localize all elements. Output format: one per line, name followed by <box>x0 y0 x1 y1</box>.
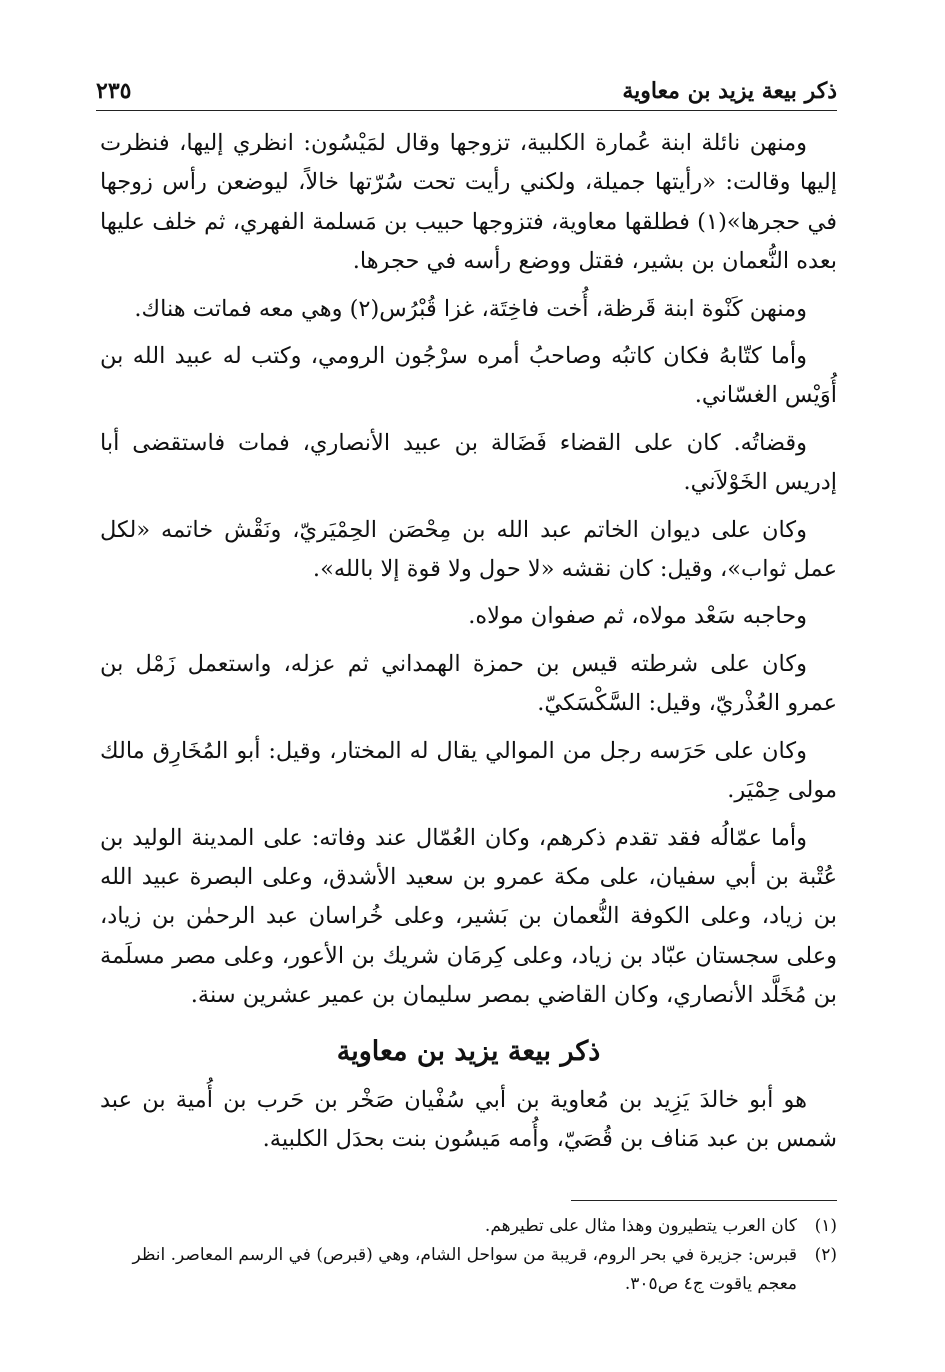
footnote-text: قبرس: جزيرة في بحر الروم، قريبة من سواحل الشام، وهي (قبرص) في الرسم المعاصر. انظر معجم ياقوت ج٤ ص٣٠٥. <box>132 1245 797 1294</box>
footnote <box>100 1212 837 1241</box>
paragraph: وأما عمّالُه فقد تقدم ذكرهم، وكان العُمّال عند وفاته: على المدينة الوليد بن عُتْبة بن أبي سفيان، على مكة عمرو بن سعيد الأشدق، وعلى البصرة عبيد الله بن زياد، وعلى الكوفة النُّعمان بن بَشير، وعلى خُراسان عبد الرحمٰن بن زياد، وعلى سجستان عبّاد بن زياد، وعلى كِرمَان شريك بن الأعور، وعلى مصر مسلَمة بن مُخَلَّد الأنصاري، وكان القاضي بمصر سليمان بن عمير عشرين سنة. <box>100 824 837 1009</box>
footnote-separator <box>571 1200 837 1201</box>
section-title: ذكر بيعة يزيد بن معاوية <box>336 1035 601 1067</box>
paragraph: وكان على ديوان الخاتم عبد الله بن مِحْصَن الحِمْيَريّ، ونَقْش خاتمه «لكل عمل ثواب»، وقيل: كان نقشه «لا حول ولا قوة إلا بالله». <box>100 516 837 583</box>
footnotes <box>100 1212 837 1299</box>
page-header <box>96 70 837 111</box>
main-text <box>100 124 837 1167</box>
page-number: ٢٣٥ <box>96 78 132 104</box>
paragraph: وكان على شرطته قيس بن حمزة الهمداني ثم عزله، واستعمل زَمْل بن عمرو العُذْريّ، وقيل: السَّكْسَكيّ. <box>100 650 837 717</box>
paragraph: ومنهن نائلة ابنة عُمارة الكلبية، تزوجها وقال لمَيْسُون: انظري إليها، فنظرت إليها وقالت: «رأيتها جميلة، ولكني رأيت تحت سُرّتها خالاً، ليوضعن رأس زوجها في حجرها»(١) فطلقها معاوية، فتزوجها حبيب بن مَسلمة الفهري، ثم خلف عليها بعده النُّعمان بن بشير، فقتل ووضع رأسه في حجرها. <box>100 130 838 275</box>
paragraph: وقضاتُه. كان على القضاء فَضَالة بن عبيد الأنصاري، فمات فاستقضى أبا إدريس الخَوْلاَني. <box>100 429 837 496</box>
footnote-mark: (٢) <box>814 1245 837 1265</box>
footnote-mark: (١) <box>814 1216 837 1236</box>
footnote-text: كان العرب يتطيرون وهذا مثال على تطيرهم. <box>484 1216 797 1236</box>
paragraph: ومنهن كَنْوة ابنة قَرظة، أُخت فاخِتَة، غزا قُبْرُس(٢) وهي معه فماتت هناك. <box>134 295 807 322</box>
footnote <box>100 1241 837 1299</box>
section-paragraph: هو أبو خالدَ يَزِيد بن مُعاوية بن أبي سُفْيان صَخْر بن حَرب بن أُمية بن عبد شمس بن عبد مَناف بن قُصَيّ، وأُمه مَيسُون بنت بحدَل الكلبية. <box>100 1086 837 1152</box>
paragraph: وأما كتّابهُ فكان كاتبُه وصاحبُ أمره سرْجُون الرومي، وكتب له عبيد الله بن أُوَيْس الغسّاني. <box>100 343 837 409</box>
paragraph: وحاجبه سَعْد مولاه، ثم صفوان مولاه. <box>468 603 807 630</box>
paragraph: وكان على حَرَسه رجل من الموالي يقال له المختار، وقيل: أبو المُخَارِق مالك مولى حِمْيَر. <box>100 737 837 804</box>
running-title: ذكر بيعة يزيد بن معاوية <box>622 78 837 104</box>
